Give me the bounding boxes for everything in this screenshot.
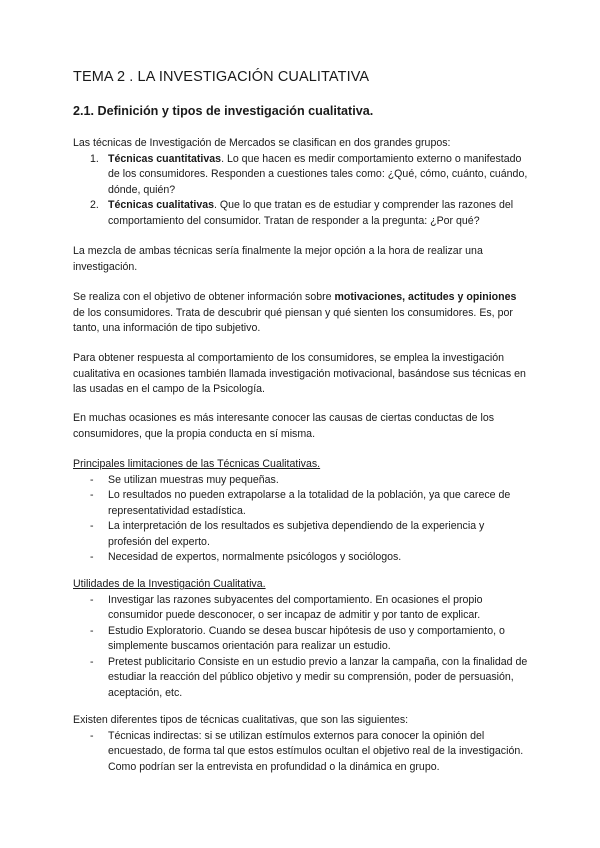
intro-block xyxy=(73,136,528,229)
list-item: - Investigar las razones subyacentes del comportamiento. En ocasiones el propio consumidor puede desconocer, o ser incapaz de admitir y por tanto de explicar. xyxy=(73,593,528,624)
utilities-list xyxy=(73,593,528,702)
groups-list xyxy=(73,152,528,230)
paragraph-motivational: Para obtener respuesta al comportamiento de los consumidores, se emplea la investigación cualitativa en ocasiones también llamada investigación motivacional, basándose sus técnicas en las usadas en el campo de la Psicología. xyxy=(73,352,526,395)
page-title: TEMA 2 . LA INVESTIGACIÓN CUALITATIVA xyxy=(73,69,370,85)
list-item xyxy=(73,198,528,229)
list-number: 2. xyxy=(90,199,99,211)
list-item: - Lo resultados no pueden extrapolarse a la totalidad de la población, ya que carece de representatividad estadística. xyxy=(73,488,528,519)
list-item: - Se utilizan muestras muy pequeñas. xyxy=(73,473,528,489)
intro-paragraph: Las técnicas de Investigación de Mercados se clasifican en dos grandes grupos: xyxy=(73,137,451,149)
paragraph-objective xyxy=(73,290,528,337)
types-intro: Existen diferentes tipos de técnicas cualitativas, que son las siguientes: xyxy=(73,714,409,726)
limitations-heading: Principales limitaciones de las Técnicas Cualitativas. xyxy=(73,458,321,470)
list-text: . Que lo que tratan es de estudiar y comprender las razones del comportamiento del consumidor. Tratan de responder a la pregunta: ¿Por qué? xyxy=(108,199,514,227)
types-section xyxy=(73,713,528,775)
list-item: - La interpretación de los resultados es subjetiva dependiendo de la experiencia y profesión del experto. xyxy=(73,519,528,550)
list-term: Técnicas cuantitativas xyxy=(108,152,222,165)
paragraph-causes: En muchas ocasiones es más interesante conocer las causas de ciertas conductas de los consumidores, que la propia conducta en sí misma. xyxy=(73,412,495,440)
list-number: 1. xyxy=(90,152,99,165)
list-item: - Necesidad de expertos, normalmente psicólogos y sociólogos. xyxy=(73,550,528,566)
utilities-heading: Utilidades de la Investigación Cualitativa. xyxy=(73,578,266,590)
utilities-section xyxy=(73,577,528,701)
objective-text-before: Se realiza con el objetivo de obtener información sobre xyxy=(73,291,335,303)
list-item: - Técnicas indirectas: si se utilizan estímulos externos para conocer la opinión del encuestado, de forma tal que estos estímulos ocultan el objetivo real de la investigación. Como podrían ser la entrevista en profundidad o la dinámica en grupo. xyxy=(73,729,528,776)
paragraph-mix: La mezcla de ambas técnicas sería finalmente la mejor opción a la hora de realizar una investigación. xyxy=(73,245,483,273)
types-list xyxy=(73,729,528,776)
list-item xyxy=(73,152,528,199)
limitations-list xyxy=(73,473,528,566)
list-item: - Estudio Exploratorio. Cuando se desea buscar hipótesis de uso y comportamiento, o simplemente buscamos orientación para realizar un estudio. xyxy=(73,624,528,655)
limitations-section xyxy=(73,457,528,566)
list-text: . Lo que hacen es medir comportamiento externo o manifestado de los consumidores. Responden a cuestiones tales como: ¿Qué, cómo, cuánto, cuándo, dónde, quién? xyxy=(108,152,528,196)
objective-text-after: de los consumidores. Trata de descubrir qué piensan y qué sienten los consumidores. Es, por tanto, una información de tipo subjetivo. xyxy=(73,306,513,334)
list-item: - Pretest publicitario Consiste en un estudio previo a lanzar la campaña, con la finalidad de estudiar la reacción del público objetivo y medir su comprensión, poder de persuasión, aceptación, etc. xyxy=(73,655,528,702)
list-term: Técnicas cualitativas xyxy=(108,199,214,211)
objective-bold-text: motivaciones, actitudes y opiniones xyxy=(334,291,517,303)
section-heading: 2.1. Definición y tipos de investigación cualitativa. xyxy=(73,104,374,118)
